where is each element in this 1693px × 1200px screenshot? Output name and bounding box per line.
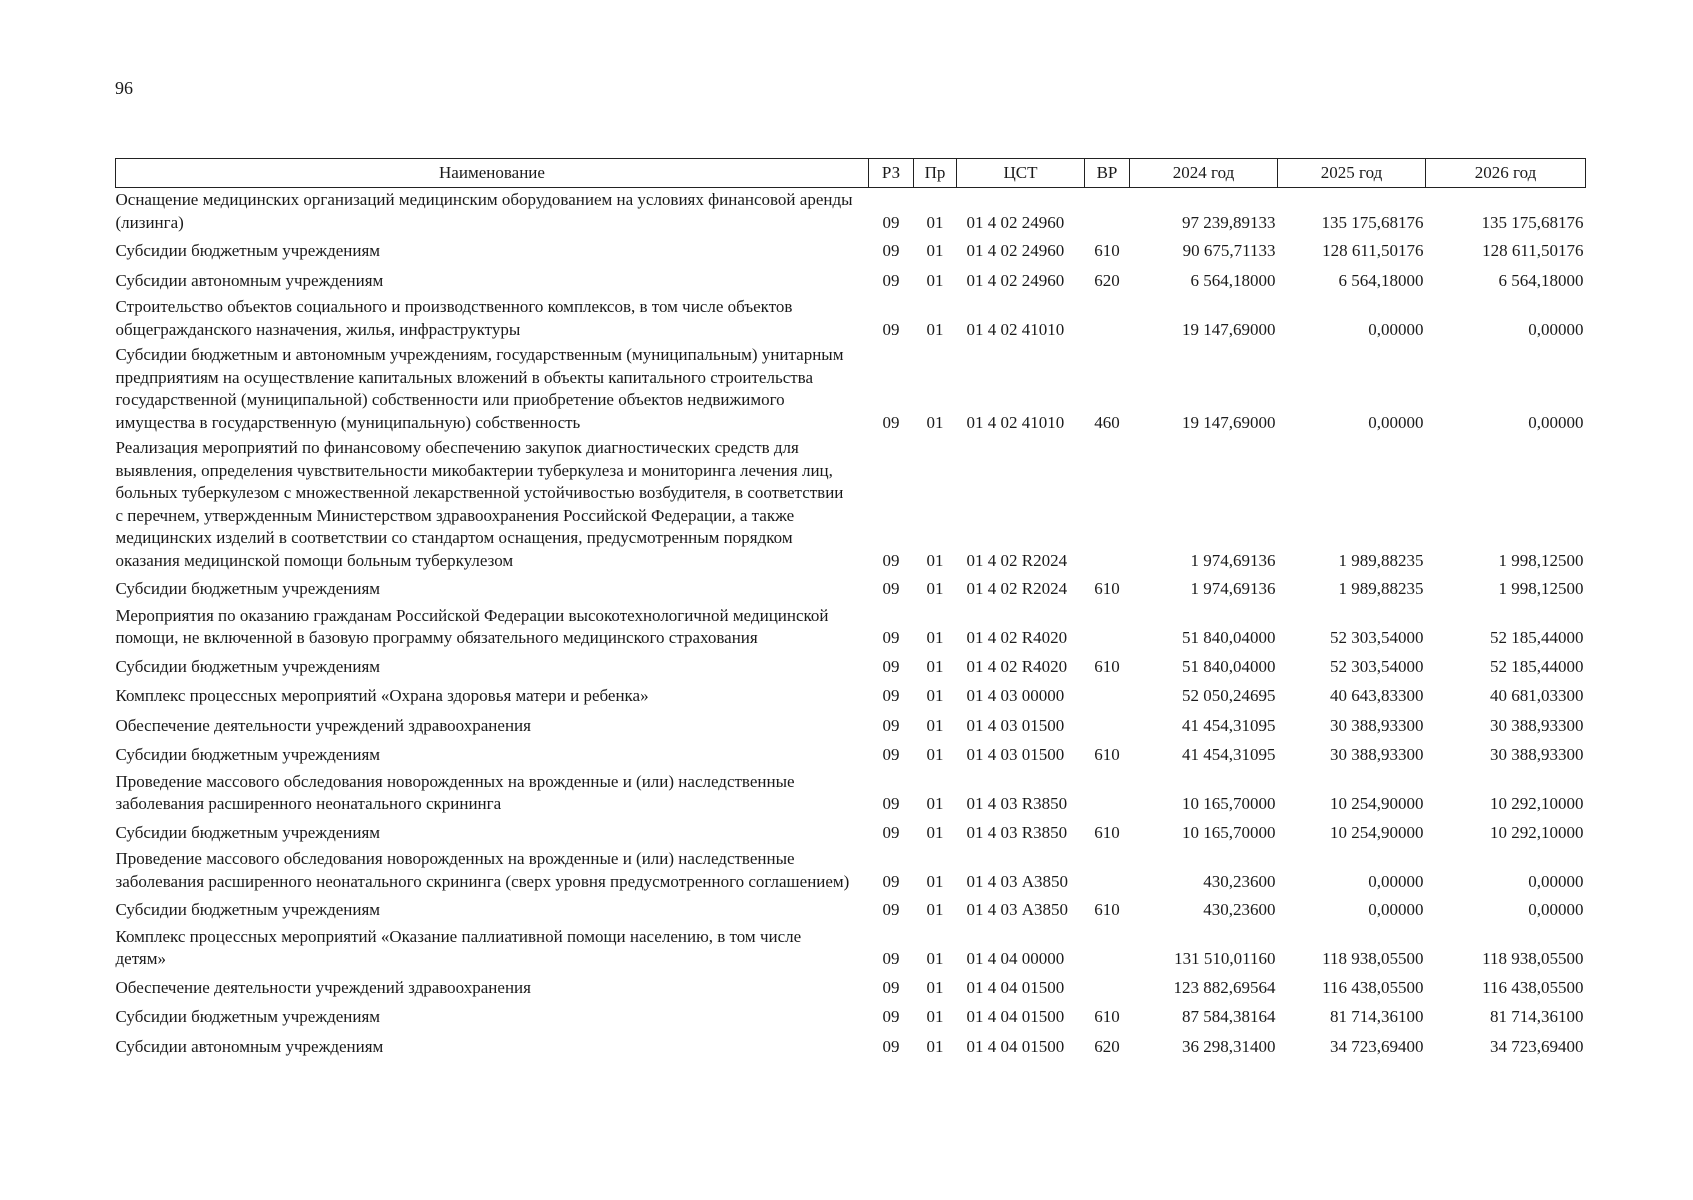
row-name: Комплекс процессных мероприятий «Оказание паллиативной помощи населению, в том числе детям» (115, 926, 802, 968)
row-pr: 01 (926, 745, 944, 764)
table-row (116, 295, 1586, 343)
row-name: Обеспечение деятельности учреждений здравоохранения (115, 977, 531, 997)
table-row (116, 188, 1586, 237)
row-pr: 01 (926, 319, 944, 339)
row-pr: 01 (926, 686, 944, 705)
row-name: Реализация мероприятий по финансовому обеспечению закупок диагностических средств для выявления, определения чувствительности микобактерии туберкулеза и мониторинга лечения лиц, больных туберкулезом с множественной лекарственной устойчивостью возбудителя, в соответствии с перечнем, утвержденным Министерством здравоохранения Российской Федерации, а также медицинских изделий в соответствии со стандартом оснащения, предусмотренным порядком оказания медицинской помощи больным туберкулезом (115, 438, 844, 570)
row-2026: 0,00000 (1528, 900, 1584, 919)
row-2024: 41 454,31095 (1182, 745, 1276, 764)
row-cst: 01 4 04 00000 (966, 949, 1065, 968)
row-2025: 30 388,93300 (1330, 745, 1424, 764)
row-cst: 01 4 02 41010 (966, 412, 1065, 432)
row-2024: 36 298,31400 (1182, 1036, 1276, 1056)
row-2024: 1 974,69136 (1190, 550, 1276, 570)
row-vr (1085, 770, 1130, 818)
row-2025: 1 989,88235 (1338, 550, 1424, 570)
table-row (116, 652, 1586, 682)
row-2026: 52 185,44000 (1490, 628, 1584, 647)
table-row (116, 1032, 1586, 1062)
row-2025: 116 438,05500 (1322, 977, 1424, 997)
row-name: Мероприятия по оказанию гражданам Российской Федерации высокотехнологичной медицинской помощи, не включенной в базовую программу обязательного медицинского страхования (115, 605, 829, 647)
row-pr: 01 (926, 977, 944, 997)
header-rz: РЗ (869, 159, 914, 188)
row-cst: 01 4 02 41010 (966, 319, 1065, 339)
row-2024: 51 840,04000 (1182, 656, 1276, 676)
row-vr (1085, 295, 1130, 343)
row-cst: 01 4 03 А3850 (966, 900, 1069, 919)
table-row (116, 681, 1586, 711)
row-rz: 09 (882, 871, 900, 891)
row-2025: 10 254,90000 (1330, 822, 1424, 842)
row-2025: 52 303,54000 (1330, 656, 1424, 676)
row-pr: 01 (926, 1036, 944, 1056)
row-rz: 09 (882, 745, 900, 764)
table-row (116, 770, 1586, 818)
row-2024: 131 510,01160 (1174, 949, 1276, 968)
header-name: Наименование (116, 159, 869, 188)
row-cst: 01 4 03 01500 (966, 715, 1065, 735)
page-number: 96 (115, 78, 133, 98)
row-vr: 610 (1094, 900, 1120, 919)
row-vr (1085, 188, 1130, 237)
row-2026: 1 998,12500 (1498, 579, 1584, 598)
table-row (116, 1002, 1586, 1032)
row-name: Субсидии бюджетным учреждениям (115, 1007, 381, 1026)
row-name: Строительство объектов социального и производственного комплексов, в том числе объектов общегражданского назначения, жилья, инфраструктуры (115, 297, 793, 339)
table-row (116, 895, 1586, 925)
row-2026: 30 388,93300 (1490, 715, 1584, 735)
header-pr: Пр (914, 159, 957, 188)
row-2025: 34 723,69400 (1330, 1036, 1424, 1056)
row-cst: 01 4 02 R2024 (966, 550, 1068, 570)
row-2026: 81 714,36100 (1490, 1007, 1584, 1026)
header-vr: ВР (1085, 159, 1130, 188)
row-name: Субсидии бюджетным учреждениям (115, 579, 381, 598)
row-pr: 01 (926, 412, 944, 432)
row-cst: 01 4 02 24960 (966, 241, 1065, 260)
row-cst: 01 4 02 R4020 (966, 656, 1068, 676)
row-vr: 610 (1094, 822, 1120, 842)
row-vr (1085, 436, 1130, 574)
row-2025: 30 388,93300 (1330, 715, 1424, 735)
row-name: Субсидии автономным учреждениям (115, 1036, 384, 1056)
row-2024: 41 454,31095 (1182, 715, 1276, 735)
row-rz: 09 (882, 270, 900, 290)
header-row (116, 159, 1586, 188)
row-2025: 118 938,05500 (1322, 949, 1424, 968)
row-rz: 09 (882, 656, 900, 676)
row-name: Субсидии бюджетным учреждениям (115, 822, 381, 842)
row-name: Обеспечение деятельности учреждений здравоохранения (115, 715, 531, 735)
row-rz: 09 (882, 822, 900, 842)
table-row (116, 266, 1586, 296)
row-vr (1085, 711, 1130, 741)
row-rz: 09 (882, 1007, 900, 1026)
row-rz: 09 (882, 579, 900, 598)
row-2025: 40 643,83300 (1330, 686, 1424, 705)
row-name: Субсидии бюджетным учреждениям (115, 241, 381, 260)
row-cst: 01 4 04 01500 (966, 977, 1065, 997)
row-2024: 19 147,69000 (1182, 412, 1276, 432)
row-name: Проведение массового обследования новорожденных на врожденные и (или) наследственные заболевания расширенного неонатального скрининга (115, 771, 795, 813)
row-rz: 09 (882, 319, 900, 339)
row-pr: 01 (926, 241, 944, 260)
header-2025: 2025 год (1278, 159, 1426, 188)
row-2025: 0,00000 (1368, 319, 1424, 339)
row-rz: 09 (882, 949, 900, 968)
row-2024: 123 882,69564 (1173, 977, 1276, 997)
row-vr: 610 (1094, 745, 1120, 764)
table-row (116, 604, 1586, 652)
row-2025: 10 254,90000 (1330, 794, 1424, 813)
budget-table (115, 158, 1586, 1061)
row-name: Субсидии бюджетным учреждениям (115, 745, 381, 764)
row-cst: 01 4 04 01500 (966, 1007, 1065, 1026)
table-row (116, 343, 1586, 436)
row-pr: 01 (926, 949, 944, 968)
row-2026: 30 388,93300 (1490, 745, 1584, 764)
row-vr: 620 (1094, 1036, 1120, 1056)
row-rz: 09 (882, 241, 900, 260)
row-vr (1085, 604, 1130, 652)
row-name: Субсидии бюджетным учреждениям (115, 900, 381, 919)
row-2026: 10 292,10000 (1490, 794, 1584, 813)
row-rz: 09 (882, 628, 900, 647)
row-2025: 0,00000 (1368, 871, 1424, 891)
row-2026: 0,00000 (1528, 412, 1584, 432)
header-2026: 2026 год (1426, 159, 1586, 188)
row-2026: 118 938,05500 (1482, 949, 1584, 968)
table-row (116, 711, 1586, 741)
header-cst: ЦСТ (957, 159, 1085, 188)
row-rz: 09 (882, 550, 900, 570)
row-vr (1085, 925, 1130, 973)
row-2026: 10 292,10000 (1490, 822, 1584, 842)
row-pr: 01 (926, 656, 944, 676)
row-cst: 01 4 02 R4020 (966, 628, 1068, 647)
table-row (116, 818, 1586, 848)
row-2024: 87 584,38164 (1182, 1007, 1276, 1026)
row-pr: 01 (926, 212, 944, 232)
row-2024: 1 974,69136 (1190, 579, 1276, 598)
row-rz: 09 (882, 412, 900, 432)
row-name: Субсидии автономным учреждениям (115, 270, 384, 290)
row-rz: 09 (882, 900, 900, 919)
row-2024: 51 840,04000 (1182, 628, 1276, 647)
row-2024: 10 165,70000 (1182, 822, 1276, 842)
table-row (116, 574, 1586, 604)
row-name: Субсидии бюджетным и автономным учреждениям, государственным (муниципальным) унитарным предприятиям на осуществление капитальных вложений в объекты капитального строительства государственной (муниципальной) собственности или приобретение объектов недвижимого имущества в государственную (муниципальную) собственность (115, 345, 844, 432)
row-rz: 09 (882, 977, 900, 997)
row-2025: 52 303,54000 (1330, 628, 1424, 647)
row-cst: 01 4 03 А3850 (966, 871, 1069, 891)
row-2024: 90 675,71133 (1182, 241, 1276, 260)
row-name: Комплекс процессных мероприятий «Охрана здоровья матери и ребенка» (115, 686, 649, 705)
row-pr: 01 (926, 550, 944, 570)
table-row (116, 236, 1586, 266)
row-2026: 0,00000 (1528, 319, 1584, 339)
row-pr: 01 (926, 871, 944, 891)
row-pr: 01 (926, 715, 944, 735)
row-2026: 52 185,44000 (1490, 656, 1584, 676)
row-rz: 09 (882, 715, 900, 735)
row-cst: 01 4 03 00000 (966, 686, 1065, 705)
table-row (116, 973, 1586, 1003)
row-2026: 0,00000 (1528, 871, 1584, 891)
table-row (116, 436, 1586, 574)
row-cst: 01 4 02 R2024 (966, 579, 1068, 598)
row-pr: 01 (926, 1007, 944, 1026)
row-2025: 1 989,88235 (1338, 579, 1424, 598)
row-cst: 01 4 04 01500 (966, 1036, 1065, 1056)
table-row (116, 847, 1586, 895)
row-name: Субсидии бюджетным учреждениям (115, 656, 381, 676)
row-rz: 09 (882, 212, 900, 232)
row-2025: 0,00000 (1368, 412, 1424, 432)
row-rz: 09 (882, 1036, 900, 1056)
row-vr: 620 (1094, 270, 1120, 290)
row-vr: 460 (1094, 412, 1120, 432)
row-2024: 10 165,70000 (1182, 794, 1276, 813)
row-2025: 0,00000 (1368, 900, 1424, 919)
table-body (116, 188, 1586, 1062)
row-cst: 01 4 03 01500 (966, 745, 1065, 764)
row-pr: 01 (926, 270, 944, 290)
row-2026: 116 438,05500 (1482, 977, 1584, 997)
row-2024: 19 147,69000 (1182, 319, 1276, 339)
row-2026: 6 564,18000 (1498, 270, 1584, 290)
row-2024: 6 564,18000 (1190, 270, 1276, 290)
row-pr: 01 (926, 628, 944, 647)
row-vr: 610 (1094, 1007, 1120, 1026)
row-pr: 01 (926, 579, 944, 598)
row-vr (1085, 681, 1130, 711)
row-2025: 135 175,68176 (1321, 212, 1424, 232)
row-2025: 6 564,18000 (1338, 270, 1424, 290)
row-cst: 01 4 02 24960 (966, 212, 1065, 232)
row-2026: 135 175,68176 (1481, 212, 1584, 232)
row-pr: 01 (926, 822, 944, 842)
row-2024: 430,23600 (1203, 871, 1276, 891)
row-2025: 81 714,36100 (1330, 1007, 1424, 1026)
row-vr: 610 (1094, 241, 1120, 260)
row-2024: 97 239,89133 (1182, 212, 1276, 232)
row-rz: 09 (882, 794, 900, 813)
row-vr: 610 (1094, 656, 1120, 676)
row-2026: 34 723,69400 (1490, 1036, 1584, 1056)
row-2026: 128 611,50176 (1482, 241, 1584, 260)
row-vr (1085, 847, 1130, 895)
row-2026: 40 681,03300 (1490, 686, 1584, 705)
row-name: Проведение массового обследования новорожденных на врожденные и (или) наследственные заболевания расширенного неонатального скрининга (сверх уровня предусмотренного соглашением) (115, 849, 850, 891)
row-cst: 01 4 03 R3850 (966, 822, 1068, 842)
row-name: Оснащение медицинских организаций медицинским оборудованием на условиях финансовой аренды (лизинга) (115, 190, 853, 232)
row-2024: 430,23600 (1203, 900, 1276, 919)
table-row (116, 740, 1586, 770)
row-rz: 09 (882, 686, 900, 705)
row-2026: 1 998,12500 (1498, 550, 1584, 570)
header-2024: 2024 год (1130, 159, 1278, 188)
row-pr: 01 (926, 900, 944, 919)
row-cst: 01 4 03 R3850 (966, 794, 1068, 813)
row-vr (1085, 973, 1130, 1003)
row-2025: 128 611,50176 (1322, 241, 1424, 260)
row-cst: 01 4 02 24960 (966, 270, 1065, 290)
row-pr: 01 (926, 794, 944, 813)
table-row (116, 925, 1586, 973)
row-vr: 610 (1094, 579, 1120, 598)
row-2024: 52 050,24695 (1182, 686, 1276, 705)
